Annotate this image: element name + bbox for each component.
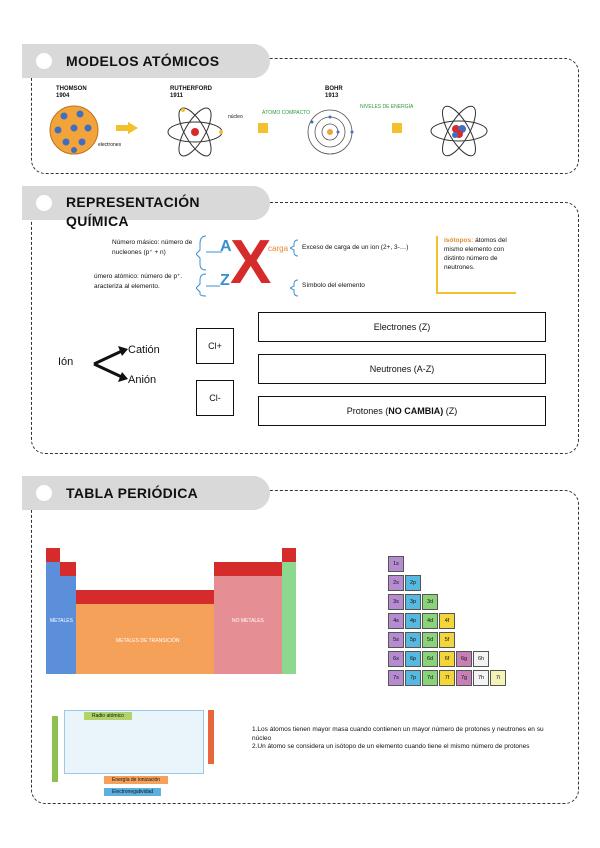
orbital-5f: 5f [439, 632, 455, 648]
radio-label: Radio atómico [84, 712, 132, 720]
symbol-A: A [220, 238, 232, 255]
energy-label: Energía de ionización [104, 776, 168, 784]
model-rutherford [170, 86, 212, 100]
orbital-6f: 6f [439, 651, 455, 667]
orbital-4d: 4d [422, 613, 438, 629]
isotope-text: átomos del mismo elemento con distinto número de neutrones. [444, 237, 507, 271]
left-arrow-bar [52, 716, 58, 782]
bohr-compact-label: ÁTOMO COMPACTO [262, 110, 311, 116]
symbol-X: X [230, 228, 272, 297]
orbital-4p: 4p [405, 613, 421, 629]
orbital-1s: 1s [388, 556, 404, 572]
protons-pre: Protones ( [346, 406, 389, 416]
note-2: 2.Un átomo se considera un isótopo de un elemento cuando tiene el mismo número de protones [252, 743, 530, 750]
quantum-atom-icon [428, 100, 490, 162]
bohr-levels-label: NIVELES DE ENERGÍA [360, 104, 414, 110]
model-name: THOMSON [56, 86, 87, 92]
model-name: BOHR [325, 86, 343, 92]
model-bohr [325, 86, 343, 100]
orbital-6d: 6d [422, 651, 438, 667]
electro-label: Electronegatividad [104, 788, 161, 796]
isotope-box [436, 236, 516, 294]
arrow-right-icon [258, 122, 272, 134]
model-thomson [56, 86, 87, 100]
orbital-7i: 7i [490, 670, 506, 686]
tab-dot [36, 485, 52, 501]
atomic-number-text: úmero atómico: número de p⁺. aracteriza al elemento. [94, 273, 183, 290]
orbital-4s: 4s [388, 613, 404, 629]
charge-text: Exceso de carga de un ion (2+, 3-…) [302, 244, 409, 251]
cl-plus-box [196, 328, 234, 364]
model-year: 1913 [325, 93, 339, 99]
orbital-7h: 7h [473, 670, 489, 686]
orbital-7s: 7s [388, 670, 404, 686]
mass-number-text: Número másico: número de nucleones (p⁺ + n) [112, 239, 193, 256]
model-year: 1904 [56, 93, 70, 99]
orbital-6g: 6g [456, 651, 472, 667]
charge-word: carga [268, 244, 289, 253]
tab-dot [36, 53, 52, 69]
orbital-diagram [384, 552, 534, 694]
cl-minus-text: Cl- [209, 393, 221, 403]
orbital-3s: 3s [388, 594, 404, 610]
orbital-6h: 6h [473, 651, 489, 667]
nonmetal-block [214, 576, 282, 674]
neutrons-text: Neutrones (A-Z) [369, 364, 435, 374]
cl-minus-box [196, 380, 234, 416]
orbital-7g: 7g [456, 670, 472, 686]
bohr-atom-icon [300, 104, 360, 160]
h-cell [46, 548, 60, 562]
protons-text [347, 406, 458, 416]
section-title: MODELOS ATÓMICOS [66, 53, 220, 69]
notes [252, 726, 564, 752]
isotope-term: isótopos: [444, 237, 474, 244]
he-cell [282, 548, 296, 562]
thomson-atom-icon [46, 102, 102, 158]
noble-gas-block [282, 562, 296, 674]
orbital-5d: 5d [422, 632, 438, 648]
orbital-3d: 3d [422, 594, 438, 610]
section-tab-tabla [22, 476, 270, 510]
rutherford-atom-icon [165, 102, 225, 162]
right-arrow-bar [208, 710, 214, 764]
nonmetal-header [214, 562, 282, 576]
ion-label: Ión [58, 356, 74, 368]
periodic-table [46, 548, 296, 674]
orbital-4f: 4f [439, 613, 455, 629]
transition-label: METALES DE TRANSICIÓN [116, 638, 180, 644]
symbol-text: Símbolo del elemento [302, 282, 365, 289]
arrow-right-icon [392, 122, 406, 134]
section-title: TABLA PERIÓDICA [66, 485, 199, 501]
note-1: 1.Los átomos tienen mayor masa cuando contienen un mayor número de protones y neutrones en su núcleo [252, 726, 544, 742]
electrons-box [258, 312, 546, 342]
orbital-2p: 2p [405, 575, 421, 591]
orbital-6p: 6p [405, 651, 421, 667]
thomson-electrons-label: electrones [98, 142, 122, 148]
rutherford-nucleus-label: núcleo [228, 114, 243, 120]
electrons-text: Electrones (Z) [373, 322, 431, 332]
transition-header [76, 590, 214, 604]
orbital-7p: 7p [405, 670, 421, 686]
orbital-5p: 5p [405, 632, 421, 648]
section-title: REPRESENTACIÓN QUÍMICA [66, 194, 200, 229]
symbol-Z: Z [220, 272, 230, 289]
section-tab-modelos [22, 44, 270, 78]
cation-label: Catión [128, 344, 160, 356]
tab-dot [36, 195, 52, 211]
protons-post: (Z) [443, 406, 458, 416]
model-year: 1911 [170, 93, 184, 99]
orbital-5s: 5s [388, 632, 404, 648]
neutrons-box [258, 354, 546, 384]
model-name: RUTHERFORD [170, 86, 212, 92]
protons-box [258, 396, 546, 426]
protons-bold: NO CAMBIA) [388, 406, 444, 416]
anion-label: Anión [128, 374, 157, 386]
cl-plus-text: Cl+ [208, 341, 222, 351]
orbital-7f: 7f [439, 670, 455, 686]
orbital-6s: 6s [388, 651, 404, 667]
orbital-7d: 7d [422, 670, 438, 686]
metales-label: METALES [50, 618, 73, 624]
trends-diagram [52, 708, 214, 798]
arrow-right-icon [116, 122, 138, 134]
orbital-3p: 3p [405, 594, 421, 610]
nonmetal-label: NO METALES [232, 618, 264, 624]
branch-arrow-icon [92, 344, 132, 384]
orbital-2s: 2s [388, 575, 404, 591]
